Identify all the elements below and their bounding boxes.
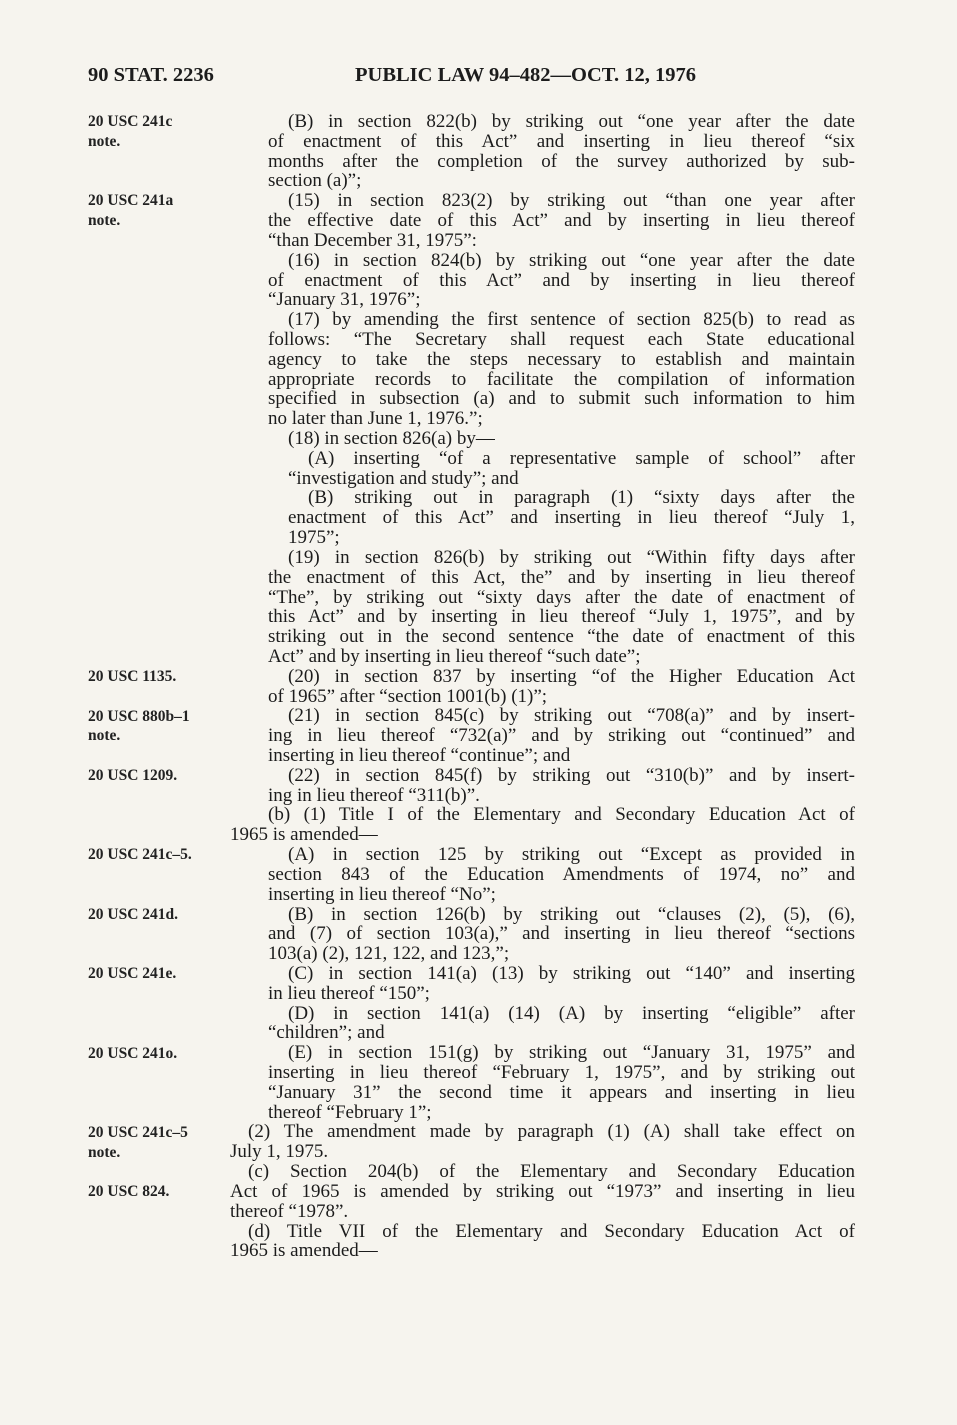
margin-note-line: note. <box>88 132 121 150</box>
body-line: “than December 31, 1975”: <box>268 229 477 251</box>
stat-page-number: 90 STAT. 2236 <box>88 64 214 86</box>
body-line: (22) in section 845(f) by striking out “310(b)” and by insert- <box>288 764 855 786</box>
body-line: (17) by amending the first sentence of section 825(b) to read as <box>288 309 855 331</box>
body-line: (B) in section 822(b) by striking out “one year after the date <box>288 111 855 132</box>
body-line: (b) (1) Title I of the Elementary and Secondary Education Act of <box>268 804 855 826</box>
margin-note-line: 20 USC 880b–1 <box>88 707 190 725</box>
body-line: “The”, by striking out “sixty days after the date of enactment of <box>268 586 855 608</box>
body-line: ing in lieu thereof “311(b)”. <box>268 784 480 806</box>
body-line: and (7) of section 103(a),” and inserting in lieu thereof “sections <box>268 923 855 945</box>
margin-note-line: 20 USC 241a <box>88 192 174 210</box>
body-line: 103(a) (2), 121, 122, and 123,”; <box>268 943 510 965</box>
body-line: (20) in section 837 by inserting “of the Higher Education Act <box>288 665 855 687</box>
body-line: appropriate records to facilitate the compilation of information <box>268 368 855 390</box>
body-line: section (a)”; <box>268 170 362 192</box>
body-line: months after the completion of the survey authorized by sub- <box>268 150 855 172</box>
body-line: specified in subsection (a) and to submit such information to him <box>268 388 855 410</box>
body-line: (A) inserting “of a representative sample of school” after <box>308 447 855 469</box>
margin-note-line: 20 USC 241c–5 <box>88 1123 188 1141</box>
body-line: inserting in lieu thereof “continue”; and <box>268 745 571 766</box>
body-text <box>0 112 957 1261</box>
margin-note-line: note. <box>88 727 121 745</box>
body-line: (2) The amendment made by paragraph (1) (A) shall take effect on <box>248 1121 855 1143</box>
body-line: agency to take the steps necessary to establish and maintain <box>268 348 855 370</box>
body-line: 1965 is amended— <box>230 1240 378 1262</box>
margin-note-line: 20 USC 1135. <box>88 668 177 685</box>
body-line: of 1965” after “section 1001(b) (1)”; <box>268 685 548 707</box>
body-line: follows: “The Secretary shall request each State educational <box>268 328 855 350</box>
body-line: “January 31, 1976”; <box>268 289 421 311</box>
body-line: enactment of this Act” and inserting in lieu thereof “July 1, <box>288 507 855 529</box>
body-line: (16) in section 824(b) by striking out “one year after the date <box>288 249 855 271</box>
body-line: “investigation and study”; and <box>288 467 519 489</box>
body-line: thereof “February 1”; <box>268 1101 432 1123</box>
body-line: section 843 of the Education Amendments of 1974, no” and <box>268 863 855 885</box>
body-line: inserting in lieu thereof “No”; <box>268 883 496 905</box>
body-line: this Act” and by inserting in lieu thereof “July 1, 1975”, and by <box>268 606 855 628</box>
body-line: “children”; and <box>268 1022 385 1044</box>
body-line: inserting in lieu thereof “February 1, 1975”, and by striking out <box>268 1062 855 1083</box>
margin-note-line: 20 USC 241d. <box>88 905 179 923</box>
body-line: (B) in section 126(b) by striking out “clauses (2), (5), (6), <box>288 903 855 925</box>
body-line: (E) in section 151(g) by striking out “January 31, 1975” and <box>288 1042 855 1064</box>
body-line: striking out in the second sentence “the date of enactment of this <box>268 626 855 648</box>
body-line: (21) in section 845(c) by striking out “708(a)” and by insert- <box>288 705 855 727</box>
margin-note-line: note. <box>88 212 121 230</box>
body-line: the effective date of this Act” and by inserting in lieu thereof <box>268 210 855 232</box>
body-line: “January 31” the second time it appears and inserting in lieu <box>268 1081 855 1103</box>
body-line: (D) in section 141(a) (14) (A) by inserting “eligible” after <box>288 1002 855 1024</box>
body-line: 1965 is amended— <box>230 824 378 846</box>
body-line: of enactment of this Act” and inserting in lieu thereof “six <box>268 130 855 152</box>
body-line: July 1, 1975. <box>230 1141 329 1163</box>
body-line: in lieu thereof “150”; <box>268 982 430 1004</box>
body-line: (19) in section 826(b) by striking out “Within fifty days after <box>288 546 855 568</box>
body-line: of enactment of this Act” and by inserting in lieu thereof <box>268 269 855 291</box>
body-line: the enactment of this Act, the” and by inserting in lieu thereof <box>268 566 855 588</box>
body-line: (C) in section 141(a) (13) by striking out “140” and inserting <box>288 962 855 984</box>
body-line: Act” and by inserting in lieu thereof “such date”; <box>268 645 641 667</box>
body-line: ing in lieu thereof “732(a)” and by striking out “continued” and <box>268 725 855 747</box>
margin-note-line: 20 USC 1209. <box>88 767 178 784</box>
margin-note-line: 20 USC 824. <box>88 1183 170 1201</box>
margin-note-line: 20 USC 241c–5. <box>88 846 192 864</box>
body-line: (A) in section 125 by striking out “Except as provided in <box>288 844 855 866</box>
body-line: (18) in section 826(a) by— <box>288 428 495 449</box>
body-line: thereof “1978”. <box>230 1200 349 1222</box>
body-line: (c) Section 204(b) of the Elementary and Secondary Education <box>248 1161 855 1183</box>
body-line: Act of 1965 is amended by striking out “1973” and inserting in lieu <box>230 1180 855 1202</box>
body-line: no later than June 1, 1976.”; <box>268 408 483 430</box>
margin-note-line: 20 USC 241e. <box>88 965 177 983</box>
margin-note-line: 20 USC 241o. <box>88 1044 178 1062</box>
margin-note-line: 20 USC 241c <box>88 113 173 130</box>
margin-note-line: note. <box>88 1143 121 1161</box>
body-line: (15) in section 823(2) by striking out “than one year after <box>288 190 855 212</box>
page-header-title: PUBLIC LAW 94–482—OCT. 12, 1976 <box>355 64 696 86</box>
body-line: (B) striking out in paragraph (1) “sixty days after the <box>308 487 855 509</box>
body-line: 1975”; <box>288 527 340 549</box>
body-line: (d) Title VII of the Elementary and Secondary Education Act of <box>248 1220 855 1242</box>
